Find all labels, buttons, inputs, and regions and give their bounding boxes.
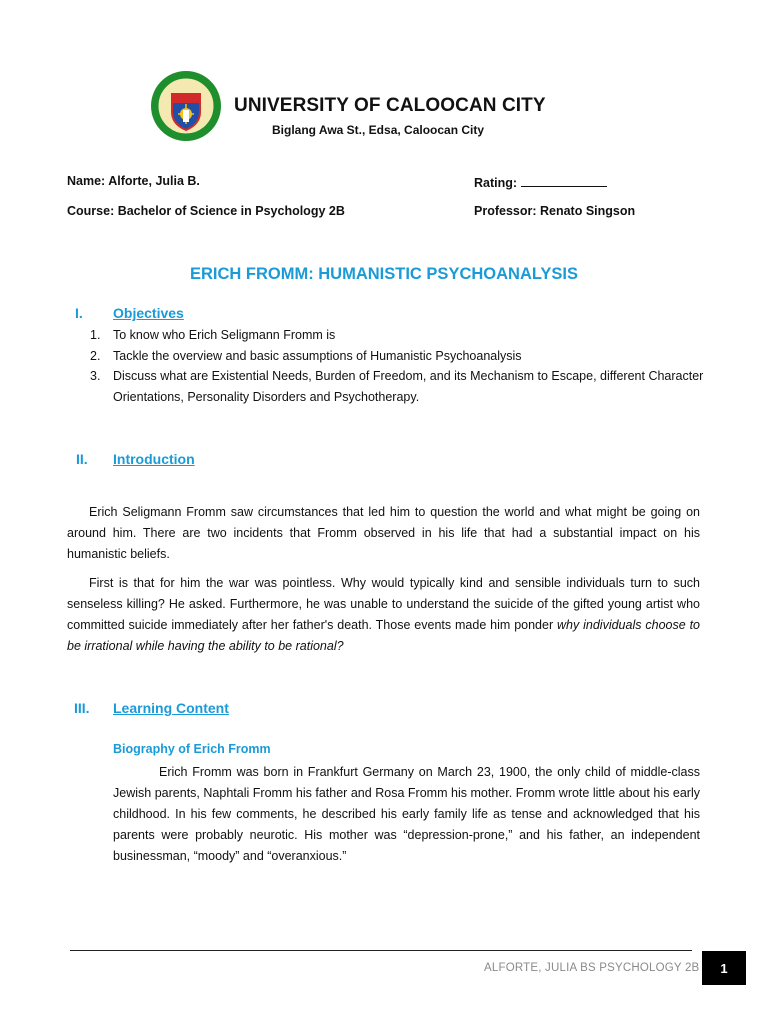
section-number-learning-content: III.: [74, 700, 90, 716]
introduction-paragraph-1: Erich Seligmann Fromm saw circumstances that led him to question the world and what might be going on around him. There are two incidents that Fromm observed in his life that had a substantial impact on his humanistic beliefs.: [67, 505, 700, 561]
course: Course: Bachelor of Science in Psychology 2B: [67, 204, 345, 218]
section-title-introduction: Introduction: [113, 451, 195, 467]
university-address: Biglang Awa St., Edsa, Caloocan City: [272, 123, 485, 137]
subheading-biography: Biography of Erich Fromm: [113, 742, 271, 756]
rating-field: [474, 174, 607, 190]
university-seal-icon: [150, 70, 222, 142]
footer-author: ALFORTE, JULIA BS PSYCHOLOGY 2B: [484, 962, 700, 974]
footer-divider: [70, 950, 692, 951]
biography-paragraph: Erich Fromm was born in Frankfurt Germany on March 23, 1900, the only child of middle-class Jewish parents, Naphtali Fromm his father and Rosa Fromm his mother. Fromm wrote little about his early childhood. In his few comments, he described his early family life as tense and acknowledged that his parents were probably neurotic. His mother was “depression-prone,” and his father, an independent businessman, “moody” and “overanxious.”: [113, 765, 700, 863]
student-name: Name: Alforte, Julia B.: [67, 174, 200, 188]
page-number: 1: [702, 951, 746, 985]
university-name: UNIVERSITY OF CALOOCAN CITY: [234, 95, 546, 116]
introduction-paragraph-2: First is that for him the war was pointless. Why would typically kind and sensible individuals turn to such senseless killing? He asked. Furthermore, he was unable to understand the suicide of the gifted young artist who committed suicide immediately after her father's death. Those events made him ponder why individuals choose to be irrational while having the ability to be rational?: [67, 576, 700, 653]
professor: Professor: Renato Singson: [474, 204, 636, 218]
rating-blank-line: [521, 174, 607, 187]
section-title-learning-content: Learning Content: [113, 700, 229, 716]
list-item: 1. To know who Erich Seligmann Fromm is: [90, 328, 336, 342]
rating-label: Rating:: [474, 176, 518, 190]
list-item: 2. Tackle the overview and basic assumptions of Humanistic Psychoanalysis: [90, 348, 522, 363]
section-number-objectives: I.: [75, 305, 83, 321]
section-title-objectives: Objectives: [113, 305, 184, 321]
list-item: 3. Discuss what are Existential Needs, Burden of Freedom, and its Mechanism to Escape, different Character Orientations, Personality Disorders and Psychotherapy.: [90, 369, 704, 404]
objectives-list: [90, 325, 710, 407]
section-number-introduction: II.: [76, 451, 88, 467]
introduction-italic-question: why individuals choose to be irrational while having the ability to be rational?: [67, 618, 700, 653]
document-title: ERICH FROMM: HUMANISTIC PSYCHOANALYSIS: [189, 265, 579, 283]
